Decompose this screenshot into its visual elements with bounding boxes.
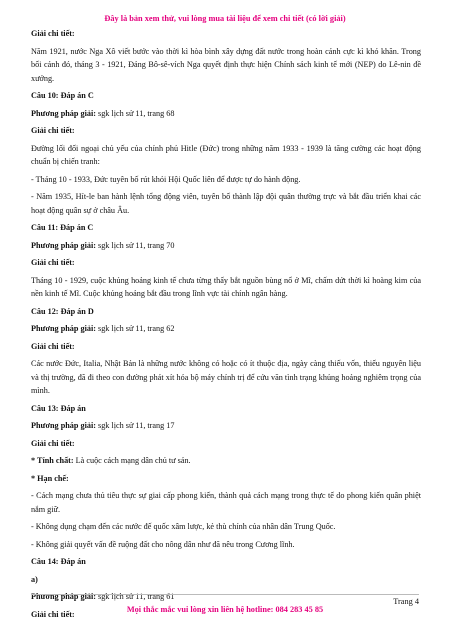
- paragraph: Đường lối đối ngoại chủ yếu của chính phủ Hitle (Đức) trong những năm 1933 - 1939 là tăng cường các hoạt động chuẩn bị chiến tranh:: [31, 143, 421, 166]
- section-heading: Giải chi tiết:: [31, 609, 75, 619]
- labeled-line: [31, 107, 421, 121]
- paragraph: - Không giải quyết vấn đề ruộng đất cho nông dân như đã nêu trong Cương lĩnh.: [31, 539, 295, 549]
- paragraph: Các nước Đức, Italia, Nhật Bản là những nước không có hoặc có ít thuộc địa, ngày càng thiếu vốn, thiếu nguyên liệu và thị trường, đã đi theo con đường phát xít hóa bộ máy chính trị để cứu vãn tình trạng khủng hoảng nghiêm trọng của mình.: [31, 359, 421, 395]
- section-heading: Giải chi tiết:: [31, 341, 75, 351]
- header-banner: Đây là bản xem thử, vui lòng mua tài liệu để xem chi tiết (có lời giải): [104, 14, 346, 23]
- line-label: Phương pháp giải:: [31, 592, 96, 601]
- section-heading: Câu 13: Đáp án: [31, 403, 86, 413]
- line-text: sgk lịch sử 11, trang 70: [95, 240, 175, 250]
- labeled-line: [31, 590, 421, 604]
- labeled-line: [31, 419, 421, 433]
- section-heading: Giải chi tiết:: [31, 258, 75, 267]
- line-text: sgk lịch sử 11, trang 17: [95, 421, 175, 430]
- line-label: * Tính chất:: [31, 456, 74, 465]
- line-label: Phương pháp giải:: [31, 108, 96, 118]
- line-label: Phương pháp giải:: [31, 324, 96, 333]
- section-heading: * Hạn chế:: [31, 473, 69, 483]
- section-heading: Giải chi tiết:: [31, 438, 75, 448]
- section-heading: Câu 11: Đáp án C: [31, 223, 94, 232]
- labeled-line: [31, 454, 421, 468]
- paragraph: - Năm 1935, Hít-le ban hành lệnh tổng động viên, tuyên bố thành lập đội quân thường trực và bắt đầu triển khai các hoạt động quân sự ở châu Âu.: [31, 192, 421, 215]
- paragraph: Tháng 10 - 1929, cuộc khủng hoảng kinh tế chưa từng thấy bắt nguồn bùng nổ ở Mĩ, chấm dứt thời kì hoàng kim của nền kinh tế Mĩ. Cuộc khủng hoảng bắt đầu trong lĩnh vực tài chính ngân hàng.: [31, 275, 421, 298]
- paragraph: - Cách mạng chưa thủ tiêu thực sự giai cấp phong kiến, thành quả cách mạng trong thực tế do phong kiến quân phiệt nắm giữ.: [31, 491, 421, 514]
- document-body: [31, 27, 421, 625]
- section-heading: Giải chi tiết:: [31, 29, 75, 38]
- section-heading: a): [31, 574, 38, 584]
- labeled-line: [31, 239, 421, 253]
- labeled-line: [31, 322, 421, 336]
- line-text: sgk lịch sử 11, trang 62: [95, 324, 175, 333]
- section-heading: Câu 14: Đáp án: [31, 557, 86, 566]
- line-label: Phương pháp giải:: [31, 240, 96, 250]
- page-number: Trang 4: [393, 597, 419, 606]
- footer-divider: [31, 594, 419, 595]
- line-text: sgk lịch sử 11, trang 68: [95, 108, 175, 118]
- paragraph: - Không dụng chạm đến các nước đế quốc xâm lược, kẻ thù chính của nhân dân Trung Quốc.: [31, 522, 336, 531]
- line-text: Là cuộc cách mạng dân chủ tư sản.: [73, 456, 191, 465]
- line-label: Phương pháp giải:: [31, 421, 96, 430]
- paragraph: Năm 1921, nước Nga Xô viết bước vào thời kì hòa bình xây dựng đất nước trong hoàn cảnh cực kì khó khăn. Trong bối cảnh đó, tháng 3 - 1921, Đảng Bô-sê-vích Nga quyết định thực hiện Chính sách kinh tế mới (NEP) do Lê-nin đề xướng.: [31, 46, 421, 83]
- section-heading: Giải chi tiết:: [31, 126, 75, 135]
- section-heading: Câu 12: Đáp án D: [31, 306, 94, 316]
- line-text: sgk lịch sử 11, trang 61: [95, 592, 175, 601]
- footer-banner: Mọi thắc mắc vui lòng xin liên hệ hotline: 084 283 45 85: [126, 605, 324, 614]
- section-heading: Câu 10: Đáp án C: [31, 91, 94, 100]
- paragraph: - Tháng 10 - 1933, Đức tuyên bố rút khỏi Hội Quốc liên để được tự do hành động.: [31, 174, 301, 184]
